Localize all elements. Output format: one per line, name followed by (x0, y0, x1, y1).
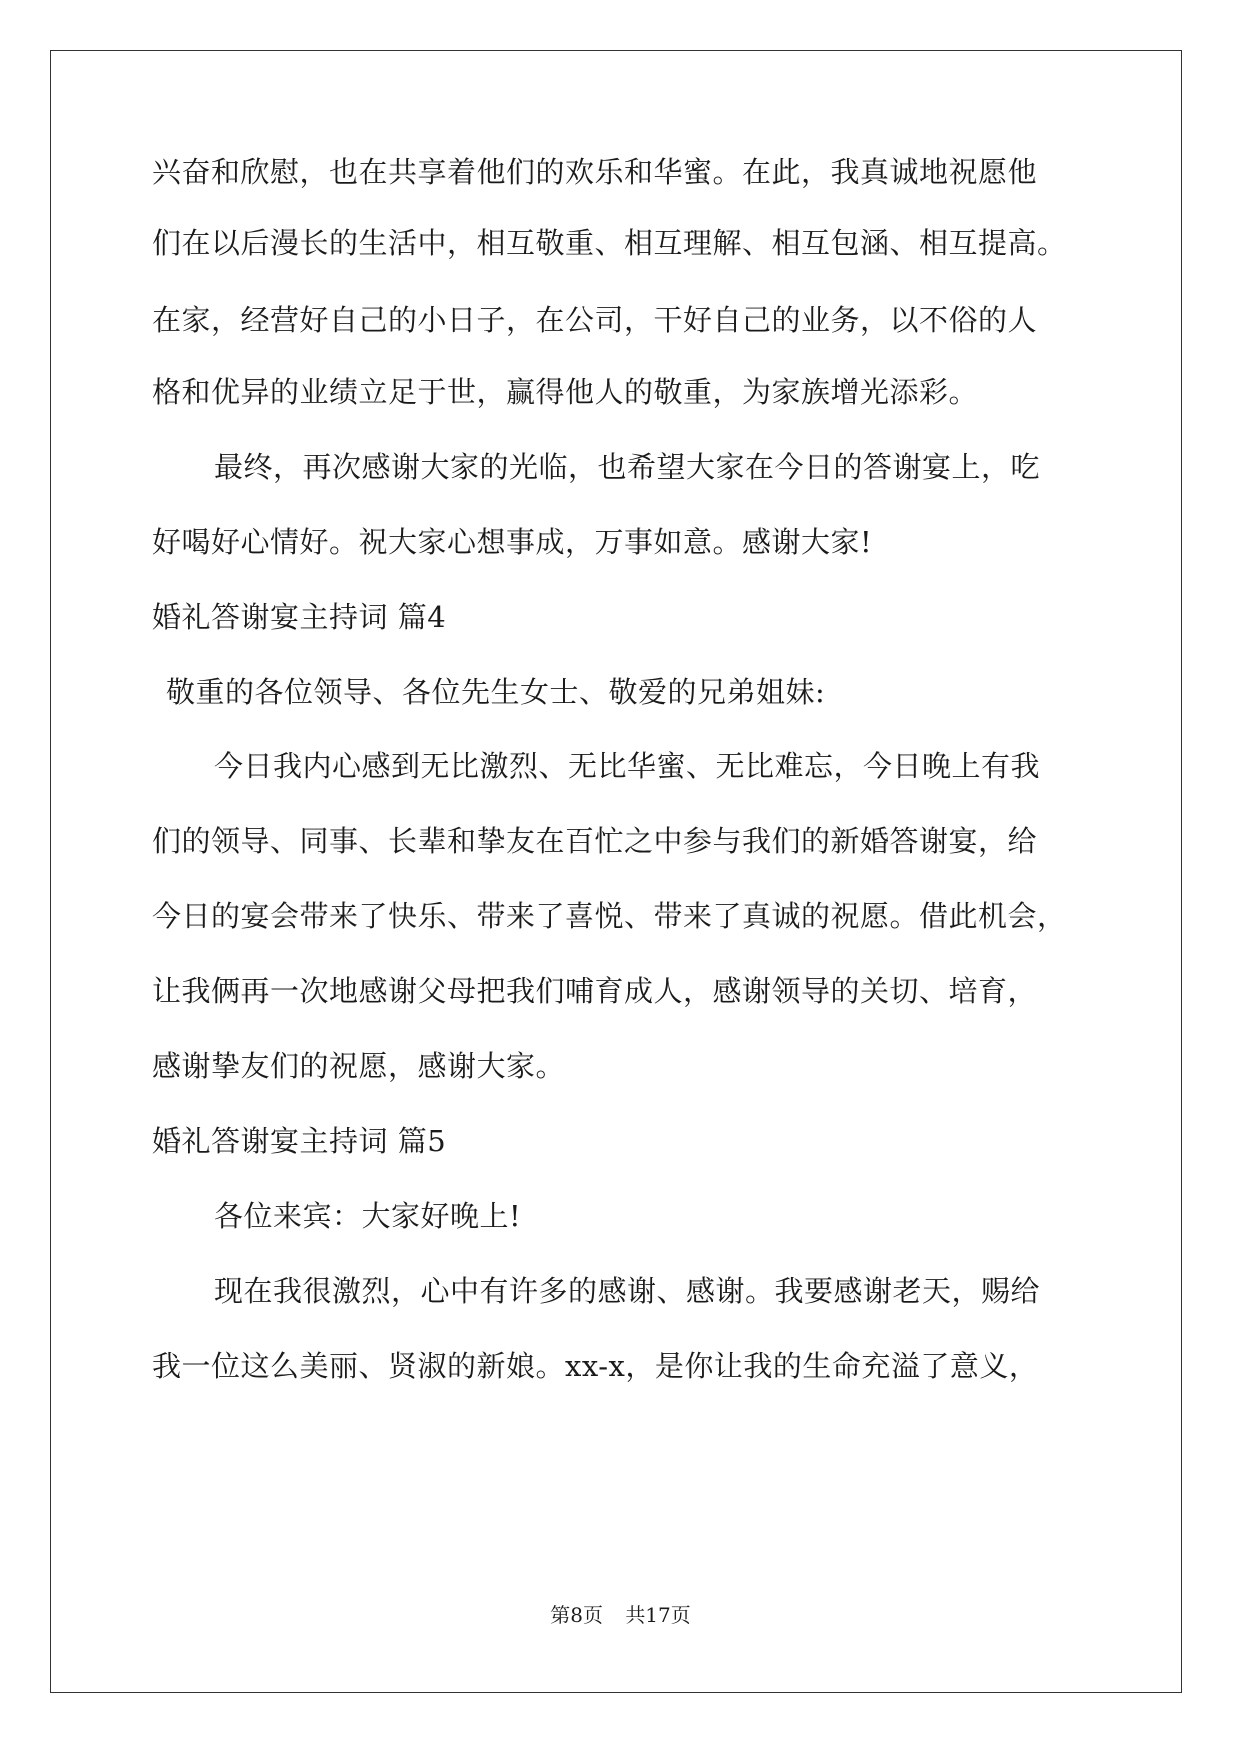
page-total: 共17页 (625, 1603, 691, 1627)
page-footer (0, 1602, 1241, 1628)
paragraph-line: 我一位这么美丽、贤淑的新娘。xx-x，是你让我的生命充溢了意义， (152, 1349, 1039, 1383)
section-heading: 婚礼答谢宴主持词 篇5 (152, 1124, 447, 1158)
paragraph-line: 好喝好心情好。祝大家心想事成，万事如意。感谢大家! (152, 525, 873, 559)
salutation-line: 敬重的各位领导、各位先生女士、敬爱的兄弟姐妹: (166, 675, 826, 709)
page-number: 第8页 (550, 1603, 603, 1627)
paragraph-line: 们的领导、同事、长辈和挚友在百忙之中参与我们的新婚答谢宴，给 (152, 824, 1038, 858)
paragraph-line: 让我俩再一次地感谢父母把我们哺育成人，感谢领导的关切、培育， (152, 974, 1038, 1008)
paragraph-line: 在家，经营好自己的小日子，在公司，干好自己的业务，以不俗的人 (152, 303, 1038, 337)
section-heading: 婚礼答谢宴主持词 篇4 (152, 600, 447, 634)
page-border (50, 50, 1182, 1693)
paragraph-line: 今日我内心感到无比激烈、无比华蜜、无比难忘，今日晚上有我 (214, 749, 1041, 783)
paragraph-line: 格和优异的业绩立足于世，赢得他人的敬重，为家族增光添彩。 (152, 375, 979, 409)
paragraph-line: 现在我很激烈，心中有许多的感谢、感谢。我要感谢老天，赐给 (214, 1274, 1041, 1308)
paragraph-line: 们在以后漫长的生活中，相互敬重、相互理解、相互包涵、相互提高。 (152, 226, 1067, 260)
paragraph-line: 今日的宴会带来了快乐、带来了喜悦、带来了真诚的祝愿。借此机会， (152, 899, 1067, 933)
paragraph-line: 感谢挚友们的祝愿，感谢大家。 (152, 1049, 566, 1083)
salutation-line: 各位来宾：大家好晚上! (214, 1199, 522, 1233)
paragraph-line: 兴奋和欣慰，也在共享着他们的欢乐和华蜜。在此，我真诚地祝愿他 (152, 155, 1038, 189)
paragraph-line: 最终，再次感谢大家的光临，也希望大家在今日的答谢宴上，吃 (214, 450, 1041, 484)
